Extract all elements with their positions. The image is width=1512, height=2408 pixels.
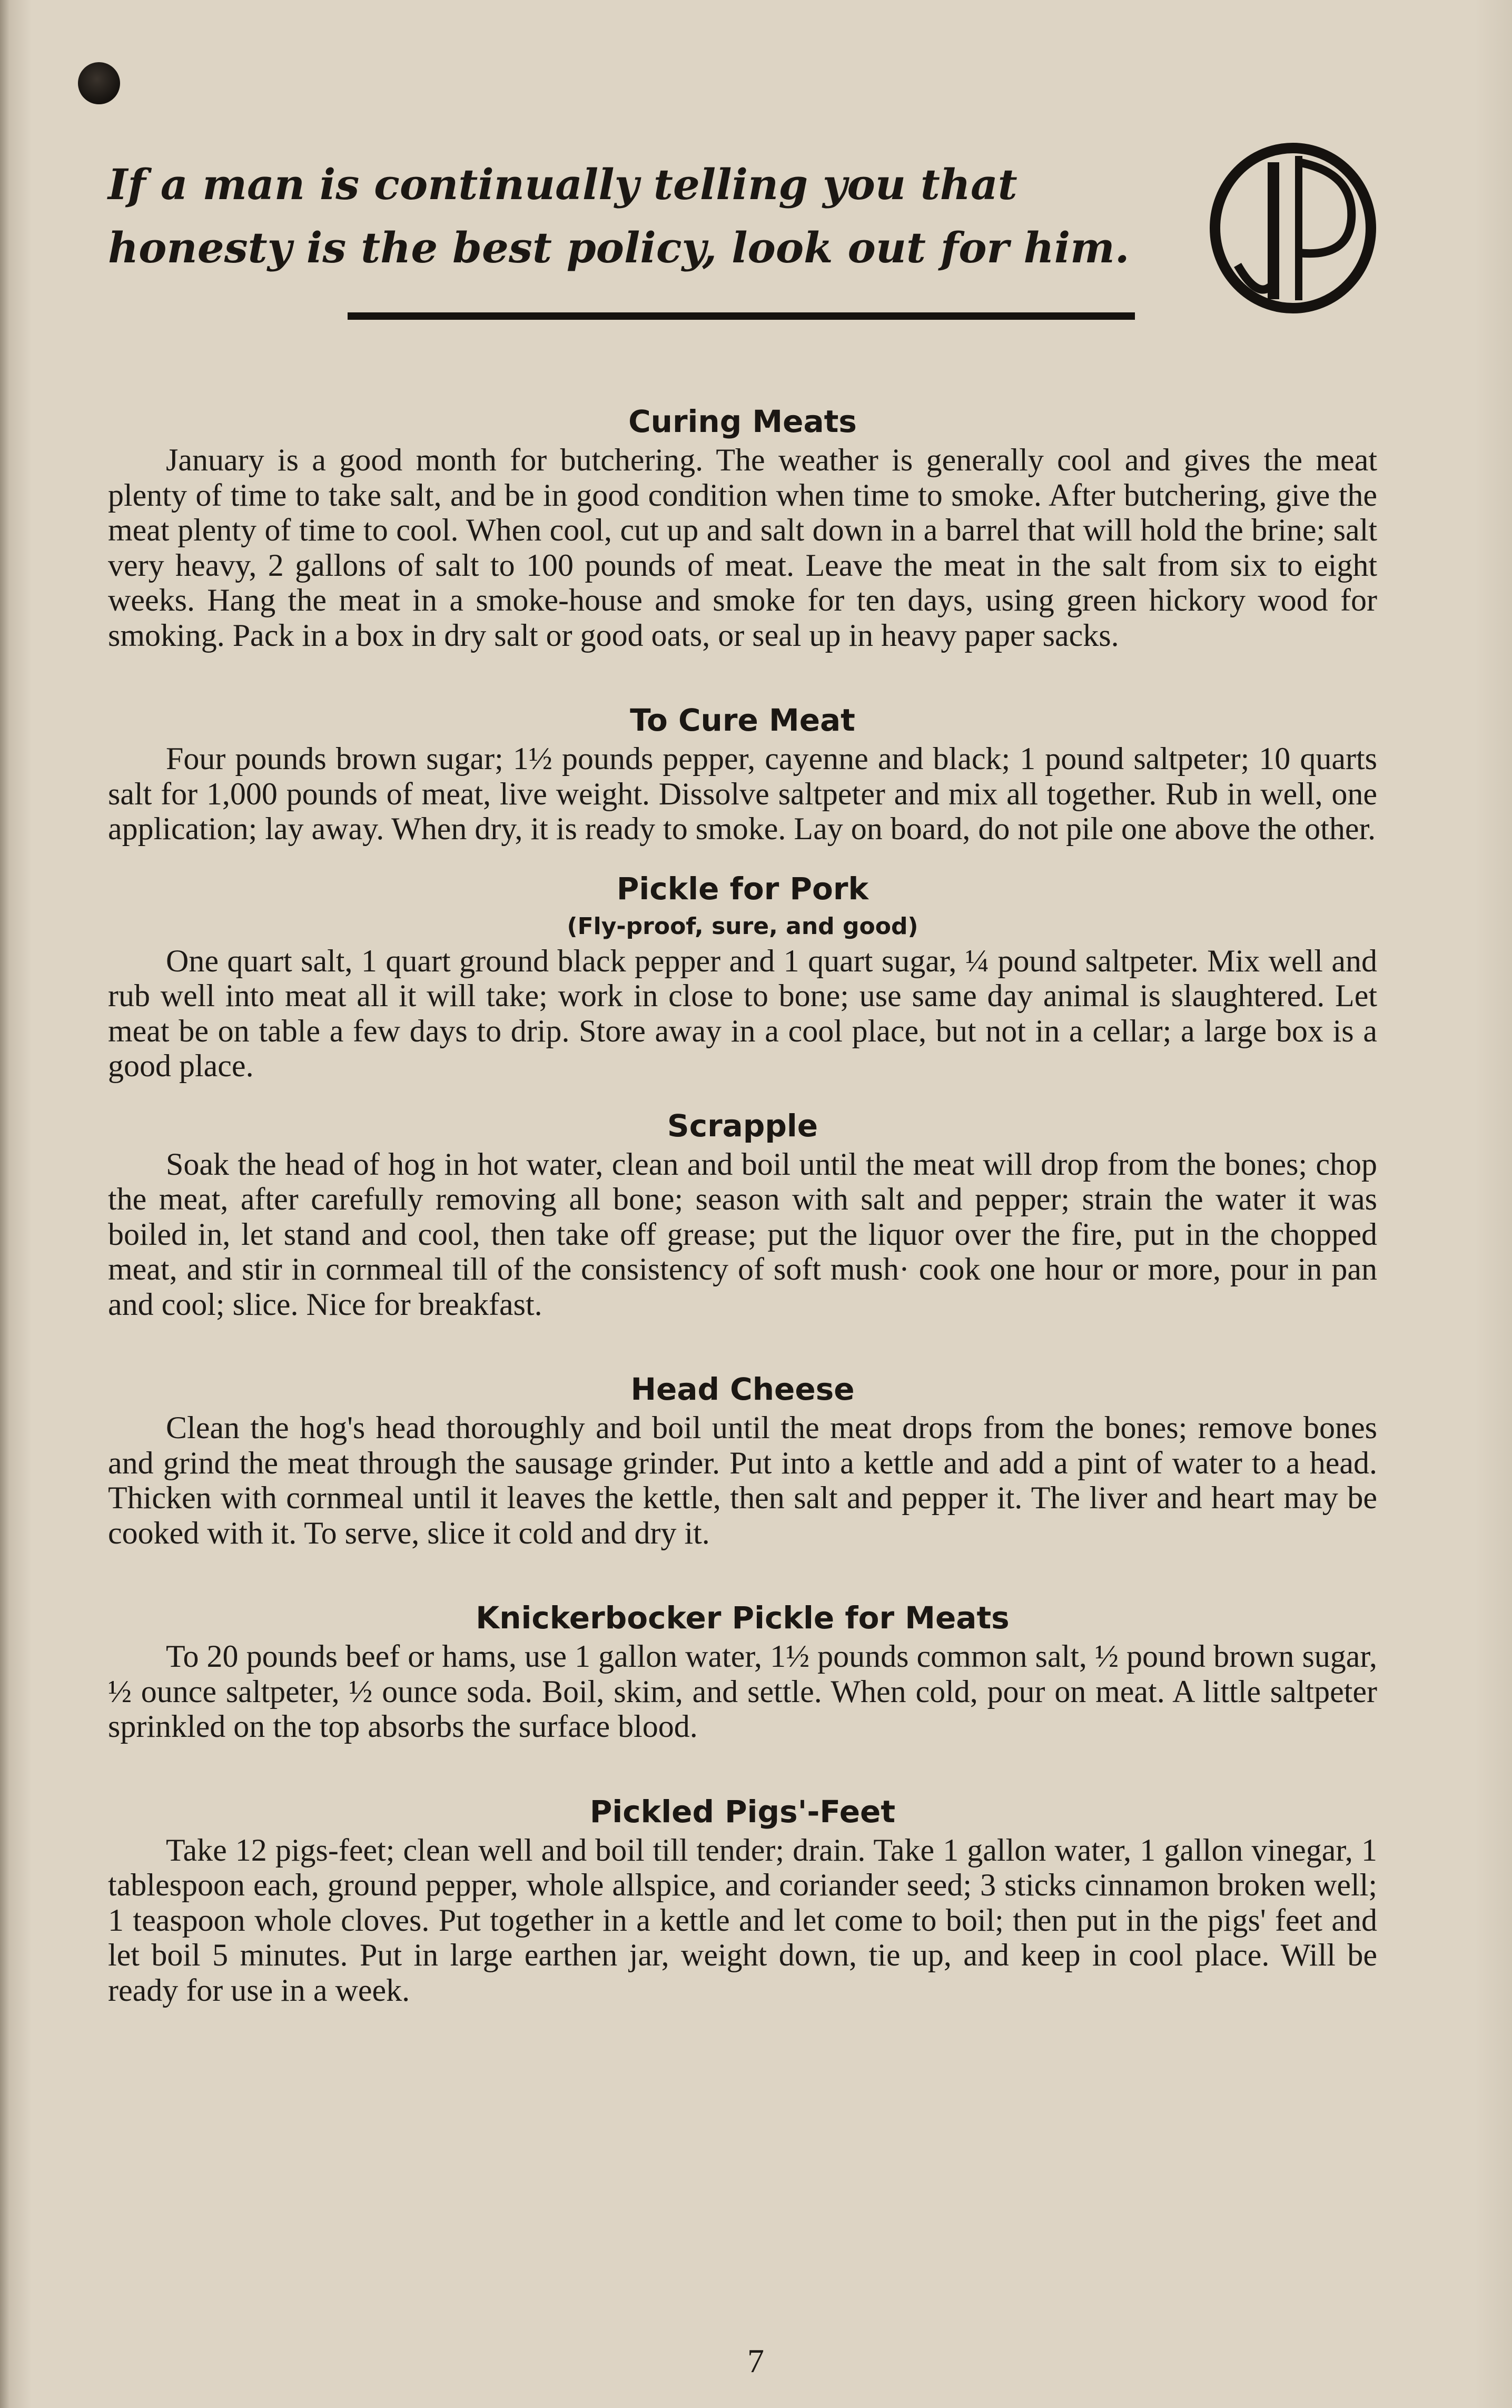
recipe-curing-meats xyxy=(108,400,1377,653)
recipe-heading: Scrapple xyxy=(667,1107,818,1144)
recipe-content xyxy=(108,400,1377,2008)
recipe-knickerbocker-pickle xyxy=(108,1597,1377,1744)
binding-hole xyxy=(78,62,120,104)
recipe-text: One quart salt, 1 quart ground black pepper and 1 quart sugar, ¼ pound saltpeter. Mix well and rub well into meat all it will take; work in close to bone; use same day animal is slaughtered. Let meat be on table a few days to drip. Store away in a cool place, but not in a cellar; a large box is a good place. xyxy=(108,943,1377,1083)
recipe-subheading: (Fly-proof, sure, and good) xyxy=(567,912,918,940)
recipe-to-cure-meat xyxy=(108,699,1377,847)
divider-rule xyxy=(348,312,1135,320)
page-number: 7 xyxy=(747,2342,764,2380)
recipe-heading: Knickerbocker Pickle for Meats xyxy=(476,1600,1010,1636)
motto-quote: If a man is continually telling you that honesty is the best policy, look out for him. xyxy=(108,160,1130,272)
recipe-heading: Curing Meats xyxy=(628,404,857,439)
recipe-text: To 20 pounds beef or hams, use 1 gallon water, 1½ pounds common salt, ½ pound brown sugar, ½ ounce saltpeter, ½ ounce soda. Boil, skim, and settle. When cold, pour on meat. A little saltpeter sprinkled on the top absorbs the surface blood. xyxy=(108,1639,1377,1744)
recipe-head-cheese xyxy=(108,1368,1377,1550)
recipe-text: Clean the hog's head thoroughly and boil until the meat drops from the bones; remove bones and grind the meat through the sausage grinder. Put into a kettle and add a pint of water to a head. Thicken with cornmeal until it leaves the kettle, then salt and pepper it. The liver and heart may be cooked with it. To serve, slice it cold and dry it. xyxy=(108,1410,1377,1550)
recipe-heading: To Cure Meat xyxy=(630,702,855,738)
recipe-text: Soak the head of hog in hot water, clean and boil until the meat will drop from the bones; chop the meat, after carefully removing all bone; season with salt and pepper; strain the water it was boiled in, let stand and cool, then take off grease; put the liquor over the fire, put in the chopped meat, and stir in cornmeal till of the consistency of soft mush· cook one hour or more, pour in pan and cool; slice. Nice for breakfast. xyxy=(108,1146,1377,1322)
recipe-heading: Pickled Pigs'-Feet xyxy=(589,1793,896,1830)
recipe-heading: Head Cheese xyxy=(630,1371,855,1407)
recipe-pickle-for-pork xyxy=(108,868,1377,1084)
recipe-scrapple xyxy=(108,1105,1377,1322)
recipe-pickled-pigs-feet xyxy=(108,1791,1377,2008)
recipe-text: January is a good month for butchering. The weather is generally cool and gives the meat plenty of time to take salt, and be in good condition when time to smoke. After butchering, give the meat plenty of time to cool. When cool, cut up and salt down in a barrel that will hold the brine; salt very heavy, 2 gallons of salt to 100 pounds of meat. Leave the meat in the salt from six to eight weeks. Hang the meat in a smoke-house and smoke for ten days, using green hickory wood for smoking. Pack in a box in dry salt or good oats, or seal up in heavy paper sacks. xyxy=(108,443,1377,653)
recipe-text: Take 12 pigs-feet; clean well and boil till tender; drain. Take 1 gallon water, 1 gallon vinegar, 1 tablespoon each, ground pepper, whole allspice, and coriander seed; 3 sticks cinnamon broken well; 1 teaspoon whole cloves. Put together in a kettle and let come to boil; then put in the pigs' feet and let boil 5 minutes. Put in large earthen jar, weight down, tie up, and keep in cool place. Will be ready for use in a week. xyxy=(108,1832,1377,2008)
monogram-logo-icon xyxy=(1206,141,1380,315)
recipe-text: Four pounds brown sugar; 1½ pounds pepper, cayenne and black; 1 pound saltpeter; 10 quarts salt for 1,000 pounds of meat, live weight. Dissolve saltpeter and mix all together. Rub in well, one application; lay away. When dry, it is ready to smoke. Lay on board, do not pile one above the other. xyxy=(108,741,1377,846)
recipe-heading: Pickle for Pork xyxy=(616,870,869,907)
